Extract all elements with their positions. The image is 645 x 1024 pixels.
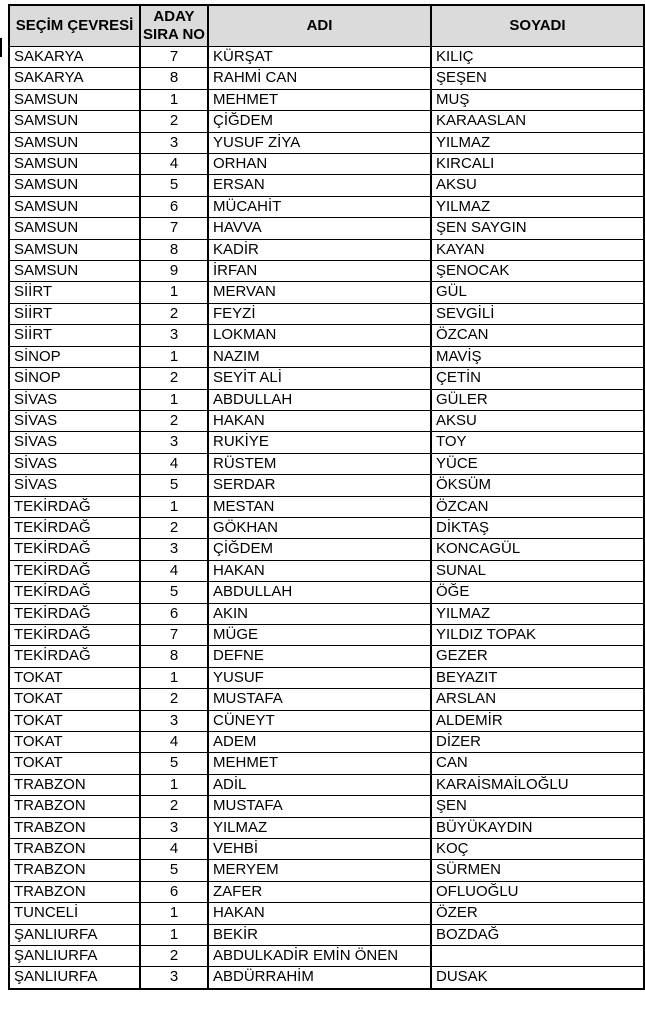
district-cell: SAMSUN xyxy=(9,261,140,282)
surname-cell xyxy=(431,946,644,967)
district-cell: TOKAT xyxy=(9,667,140,688)
district-cell: TRABZON xyxy=(9,860,140,881)
first-name-cell: SERDAR xyxy=(208,475,431,496)
first-name-cell: ADEM xyxy=(208,732,431,753)
candidate-no-cell: 1 xyxy=(140,282,208,303)
district-cell: TRABZON xyxy=(9,881,140,902)
district-cell: SAMSUN xyxy=(9,239,140,260)
surname-cell: DUSAK xyxy=(431,967,644,989)
surname-cell: YILMAZ xyxy=(431,196,644,217)
first-name-cell: ÇİĞDEM xyxy=(208,539,431,560)
district-cell: TEKİRDAĞ xyxy=(9,539,140,560)
candidate-no-cell: 1 xyxy=(140,774,208,795)
surname-cell: TOY xyxy=(431,432,644,453)
surname-cell: AKSU xyxy=(431,410,644,431)
table-row xyxy=(9,47,644,68)
district-cell: TOKAT xyxy=(9,689,140,710)
column-header-first-name: ADI xyxy=(208,5,431,47)
table-body xyxy=(9,47,644,989)
candidate-no-cell: 4 xyxy=(140,732,208,753)
district-cell: TEKİRDAĞ xyxy=(9,603,140,624)
first-name-cell: SEYİT ALİ xyxy=(208,368,431,389)
district-cell: TRABZON xyxy=(9,839,140,860)
candidate-no-cell: 2 xyxy=(140,111,208,132)
surname-cell: KONCAGÜL xyxy=(431,539,644,560)
table-row xyxy=(9,924,644,945)
table-row xyxy=(9,432,644,453)
first-name-cell: AKIN xyxy=(208,603,431,624)
first-name-cell: VEHBİ xyxy=(208,839,431,860)
first-name-cell: NAZIM xyxy=(208,346,431,367)
district-cell: SİİRT xyxy=(9,325,140,346)
surname-cell: YILMAZ xyxy=(431,132,644,153)
surname-cell: AKSU xyxy=(431,175,644,196)
surname-cell: MAVİŞ xyxy=(431,346,644,367)
candidate-no-cell: 2 xyxy=(140,303,208,324)
district-cell: TEKİRDAĞ xyxy=(9,496,140,517)
candidate-no-cell: 3 xyxy=(140,710,208,731)
candidate-no-cell: 3 xyxy=(140,132,208,153)
candidate-no-cell: 3 xyxy=(140,539,208,560)
candidate-no-cell: 5 xyxy=(140,753,208,774)
district-cell: TRABZON xyxy=(9,796,140,817)
table-row xyxy=(9,796,644,817)
candidate-list-table xyxy=(8,4,645,990)
surname-cell: SEVGİLİ xyxy=(431,303,644,324)
table-row xyxy=(9,753,644,774)
table-row xyxy=(9,582,644,603)
table-row xyxy=(9,453,644,474)
candidate-no-cell: 7 xyxy=(140,624,208,645)
first-name-cell: HAKAN xyxy=(208,903,431,924)
first-name-cell: ZAFER xyxy=(208,881,431,902)
surname-cell: KILIÇ xyxy=(431,47,644,68)
first-name-cell: KÜRŞAT xyxy=(208,47,431,68)
surname-cell: YÜCE xyxy=(431,453,644,474)
first-name-cell: ADİL xyxy=(208,774,431,795)
table-row xyxy=(9,774,644,795)
table-row xyxy=(9,646,644,667)
surname-cell: YILMAZ xyxy=(431,603,644,624)
table-row xyxy=(9,946,644,967)
first-name-cell: LOKMAN xyxy=(208,325,431,346)
surname-cell: KOÇ xyxy=(431,839,644,860)
district-cell: SİİRT xyxy=(9,282,140,303)
candidate-no-cell: 5 xyxy=(140,582,208,603)
table-row xyxy=(9,539,644,560)
candidate-no-cell: 2 xyxy=(140,517,208,538)
table-row xyxy=(9,132,644,153)
table-row xyxy=(9,689,644,710)
table-row xyxy=(9,967,644,989)
first-name-cell: RÜSTEM xyxy=(208,453,431,474)
surname-cell: SÜRMEN xyxy=(431,860,644,881)
district-cell: ŞANLIURFA xyxy=(9,946,140,967)
candidate-no-cell: 8 xyxy=(140,239,208,260)
surname-cell: DİKTAŞ xyxy=(431,517,644,538)
table-row xyxy=(9,218,644,239)
table-row xyxy=(9,282,644,303)
table-row xyxy=(9,603,644,624)
first-name-cell: ERSAN xyxy=(208,175,431,196)
surname-cell: BOZDAĞ xyxy=(431,924,644,945)
table-row xyxy=(9,667,644,688)
surname-cell: ÖĞE xyxy=(431,582,644,603)
district-cell: SİNOP xyxy=(9,346,140,367)
table-row xyxy=(9,496,644,517)
candidate-no-cell: 1 xyxy=(140,346,208,367)
candidate-no-cell: 2 xyxy=(140,368,208,389)
table-row xyxy=(9,839,644,860)
candidate-no-cell: 1 xyxy=(140,389,208,410)
first-name-cell: MEHMET xyxy=(208,753,431,774)
page-edge-artifact xyxy=(0,38,2,57)
surname-cell: KAYAN xyxy=(431,239,644,260)
district-cell: TEKİRDAĞ xyxy=(9,582,140,603)
district-cell: SİVAS xyxy=(9,410,140,431)
candidate-no-cell: 5 xyxy=(140,860,208,881)
candidate-no-cell: 8 xyxy=(140,646,208,667)
surname-cell: GÜLER xyxy=(431,389,644,410)
surname-cell: KARAASLAN xyxy=(431,111,644,132)
surname-cell: ÇETİN xyxy=(431,368,644,389)
surname-cell: CAN xyxy=(431,753,644,774)
district-cell: TRABZON xyxy=(9,774,140,795)
table-row xyxy=(9,517,644,538)
surname-cell: ÖKSÜM xyxy=(431,475,644,496)
surname-cell: ŞEN SAYGIN xyxy=(431,218,644,239)
candidate-no-cell: 4 xyxy=(140,560,208,581)
first-name-cell: MÜCAHİT xyxy=(208,196,431,217)
column-header-candidate-no xyxy=(140,5,208,47)
district-cell: SAMSUN xyxy=(9,89,140,110)
district-cell: TUNCELİ xyxy=(9,903,140,924)
district-cell: SİVAS xyxy=(9,389,140,410)
candidate-no-cell: 3 xyxy=(140,817,208,838)
district-cell: SİVAS xyxy=(9,453,140,474)
first-name-cell: HAVVA xyxy=(208,218,431,239)
first-name-cell: YUSUF xyxy=(208,667,431,688)
surname-cell: DİZER xyxy=(431,732,644,753)
candidate-no-cell: 7 xyxy=(140,47,208,68)
candidate-no-cell: 5 xyxy=(140,475,208,496)
candidate-no-cell: 5 xyxy=(140,175,208,196)
table-row xyxy=(9,903,644,924)
table-row xyxy=(9,154,644,175)
first-name-cell: MERYEM xyxy=(208,860,431,881)
surname-cell: ÖZCAN xyxy=(431,496,644,517)
candidate-no-cell: 2 xyxy=(140,946,208,967)
first-name-cell: MUSTAFA xyxy=(208,796,431,817)
first-name-cell: RAHMİ CAN xyxy=(208,68,431,89)
district-cell: TOKAT xyxy=(9,732,140,753)
district-cell: SAMSUN xyxy=(9,111,140,132)
first-name-cell: MUSTAFA xyxy=(208,689,431,710)
first-name-cell: ABDÜRRAHİM xyxy=(208,967,431,989)
district-cell: SİİRT xyxy=(9,303,140,324)
surname-cell: GEZER xyxy=(431,646,644,667)
surname-cell: SUNAL xyxy=(431,560,644,581)
table-row xyxy=(9,817,644,838)
surname-cell: MUŞ xyxy=(431,89,644,110)
district-cell: TEKİRDAĞ xyxy=(9,517,140,538)
district-cell: TOKAT xyxy=(9,753,140,774)
candidate-no-cell: 6 xyxy=(140,881,208,902)
surname-cell: BEYAZIT xyxy=(431,667,644,688)
candidate-no-cell: 9 xyxy=(140,261,208,282)
table-row xyxy=(9,261,644,282)
table-row xyxy=(9,860,644,881)
first-name-cell: ABDULLAH xyxy=(208,582,431,603)
surname-cell: YILDIZ TOPAK xyxy=(431,624,644,645)
surname-cell: KARAİSMAİLOĞLU xyxy=(431,774,644,795)
first-name-cell: YILMAZ xyxy=(208,817,431,838)
column-header-candidate-no-line1: ADAY xyxy=(153,8,195,25)
candidate-no-cell: 4 xyxy=(140,453,208,474)
candidate-no-cell: 7 xyxy=(140,218,208,239)
table-row xyxy=(9,196,644,217)
first-name-cell: ABDULKADİR EMİN ÖNEN xyxy=(208,946,431,967)
district-cell: SAMSUN xyxy=(9,132,140,153)
surname-cell: ARSLAN xyxy=(431,689,644,710)
table-row xyxy=(9,710,644,731)
column-header-district: SEÇİM ÇEVRESİ xyxy=(9,5,140,47)
candidate-no-cell: 1 xyxy=(140,903,208,924)
first-name-cell: BEKİR xyxy=(208,924,431,945)
table-row xyxy=(9,732,644,753)
first-name-cell: İRFAN xyxy=(208,261,431,282)
district-cell: SİVAS xyxy=(9,432,140,453)
table-row xyxy=(9,68,644,89)
table-row xyxy=(9,346,644,367)
district-cell: SAMSUN xyxy=(9,218,140,239)
candidate-no-cell: 3 xyxy=(140,432,208,453)
table-row xyxy=(9,389,644,410)
candidate-no-cell: 2 xyxy=(140,796,208,817)
table-row xyxy=(9,89,644,110)
surname-cell: ŞEŞEN xyxy=(431,68,644,89)
table-row xyxy=(9,368,644,389)
first-name-cell: ORHAN xyxy=(208,154,431,175)
surname-cell: KIRCALI xyxy=(431,154,644,175)
first-name-cell: MERVAN xyxy=(208,282,431,303)
candidate-no-cell: 2 xyxy=(140,689,208,710)
candidate-no-cell: 1 xyxy=(140,667,208,688)
surname-cell: ŞENOCAK xyxy=(431,261,644,282)
candidate-no-cell: 1 xyxy=(140,924,208,945)
candidate-no-cell: 6 xyxy=(140,603,208,624)
district-cell: TEKİRDAĞ xyxy=(9,560,140,581)
district-cell: TOKAT xyxy=(9,710,140,731)
table-row xyxy=(9,325,644,346)
first-name-cell: DEFNE xyxy=(208,646,431,667)
column-header-candidate-no-line2: SIRA NO xyxy=(143,26,205,43)
surname-cell: OFLUOĞLU xyxy=(431,881,644,902)
candidate-no-cell: 4 xyxy=(140,839,208,860)
first-name-cell: ABDULLAH xyxy=(208,389,431,410)
district-cell: TEKİRDAĞ xyxy=(9,624,140,645)
table-row xyxy=(9,111,644,132)
candidate-no-cell: 6 xyxy=(140,196,208,217)
first-name-cell: GÖKHAN xyxy=(208,517,431,538)
column-header-surname: SOYADI xyxy=(431,5,644,47)
surname-cell: ALDEMİR xyxy=(431,710,644,731)
surname-cell: BÜYÜKAYDIN xyxy=(431,817,644,838)
first-name-cell: MÜGE xyxy=(208,624,431,645)
first-name-cell: KADİR xyxy=(208,239,431,260)
table-row xyxy=(9,303,644,324)
table-header-row xyxy=(9,5,644,47)
table-row xyxy=(9,475,644,496)
district-cell: SAMSUN xyxy=(9,196,140,217)
first-name-cell: HAKAN xyxy=(208,410,431,431)
candidate-no-cell: 8 xyxy=(140,68,208,89)
table-row xyxy=(9,410,644,431)
district-cell: SAMSUN xyxy=(9,175,140,196)
table-row xyxy=(9,881,644,902)
table-row xyxy=(9,624,644,645)
surname-cell: ÖZER xyxy=(431,903,644,924)
district-cell: TRABZON xyxy=(9,817,140,838)
district-cell: ŞANLIURFA xyxy=(9,967,140,989)
first-name-cell: MESTAN xyxy=(208,496,431,517)
first-name-cell: HAKAN xyxy=(208,560,431,581)
district-cell: SİNOP xyxy=(9,368,140,389)
table-row xyxy=(9,175,644,196)
surname-cell: GÜL xyxy=(431,282,644,303)
first-name-cell: FEYZİ xyxy=(208,303,431,324)
district-cell: SAKARYA xyxy=(9,47,140,68)
first-name-cell: MEHMET xyxy=(208,89,431,110)
first-name-cell: YUSUF ZİYA xyxy=(208,132,431,153)
table-row xyxy=(9,239,644,260)
district-cell: ŞANLIURFA xyxy=(9,924,140,945)
surname-cell: ŞEN xyxy=(431,796,644,817)
surname-cell: ÖZCAN xyxy=(431,325,644,346)
candidate-no-cell: 2 xyxy=(140,410,208,431)
first-name-cell: ÇİĞDEM xyxy=(208,111,431,132)
district-cell: SAKARYA xyxy=(9,68,140,89)
candidate-no-cell: 3 xyxy=(140,325,208,346)
first-name-cell: RUKİYE xyxy=(208,432,431,453)
candidate-no-cell: 3 xyxy=(140,967,208,989)
candidate-no-cell: 1 xyxy=(140,496,208,517)
district-cell: TEKİRDAĞ xyxy=(9,646,140,667)
candidate-no-cell: 1 xyxy=(140,89,208,110)
district-cell: SİVAS xyxy=(9,475,140,496)
first-name-cell: CÜNEYT xyxy=(208,710,431,731)
candidate-no-cell: 4 xyxy=(140,154,208,175)
table-row xyxy=(9,560,644,581)
district-cell: SAMSUN xyxy=(9,154,140,175)
